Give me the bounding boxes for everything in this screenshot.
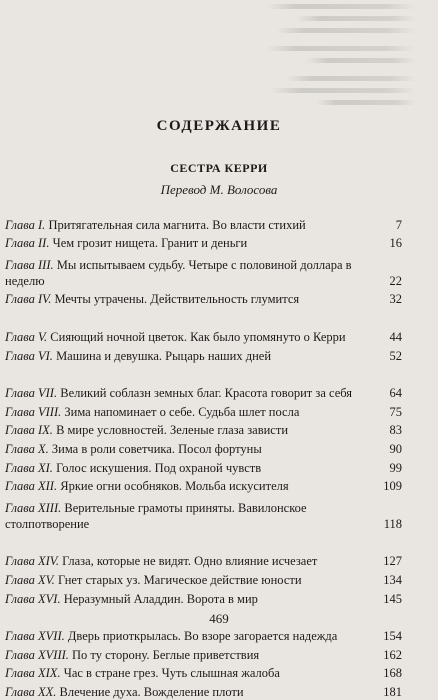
toc-entry xyxy=(5,457,402,476)
chapter-page: 44 xyxy=(389,329,402,344)
chapter-page: 83 xyxy=(389,423,402,438)
toc-entry xyxy=(5,569,402,588)
toc-entry xyxy=(5,233,402,252)
chapter-page: 22 xyxy=(389,273,402,288)
chapter-label: Глава II. xyxy=(5,236,50,251)
chapter-page: 99 xyxy=(389,460,402,475)
chapter-title: Мечты утрачены. Действительность глумится xyxy=(54,292,300,307)
chapter-title: Дверь приоткрылась. Во взоре загорается надежда xyxy=(67,628,338,643)
toc-entry xyxy=(5,289,402,308)
chapter-label: Глава VII. xyxy=(5,385,58,400)
toc-entry xyxy=(5,663,402,682)
chapter-title: По ту сторону. Беглые приветствия xyxy=(72,647,260,662)
chapter-title: Голос искушения. Под охраной чувств xyxy=(56,460,262,475)
chapter-page: 16 xyxy=(389,236,402,251)
chapter-label: Глава XIX. xyxy=(5,666,61,681)
chapter-label: Глава VIII. xyxy=(5,404,62,419)
chapter-title: Мы испытываем судьбу. Четыре с половиной доллара в неделю xyxy=(5,257,352,288)
chapter-title: Притягательная сила магнита. Во власти стихий xyxy=(48,217,306,232)
chapter-page: 32 xyxy=(389,292,402,307)
chapter-label: Глава IV. xyxy=(5,292,52,307)
section-title: СЕСТРА КЕРРИ xyxy=(170,161,268,175)
chapter-page: 154 xyxy=(383,628,402,643)
chapter-title: Влечение духа. Вожделение плоти xyxy=(59,684,244,699)
chapter-page: 109 xyxy=(383,479,402,494)
chapter-label: Глава I. xyxy=(5,217,46,232)
chapter-title: Яркие огни особняков. Мольба искусителя xyxy=(60,479,289,494)
toc-entry xyxy=(5,401,402,420)
chapter-label: Глава V. xyxy=(5,329,48,344)
toc-entry xyxy=(5,345,402,364)
chapter-title: Час в стране грез. Чуть слышная жалоба xyxy=(63,666,280,681)
chapter-page: 75 xyxy=(389,404,402,419)
chapter-title: Сияющий ночной цветок. Как было упомянуто о Керри xyxy=(50,329,346,344)
chapter-label: Глава X. xyxy=(5,441,49,456)
toc-entry xyxy=(5,681,402,700)
chapter-label: Глава VI. xyxy=(5,348,53,363)
chapter-title: Зима в роли советчика. Посол фортуны xyxy=(51,441,262,456)
chapter-page: 181 xyxy=(383,684,402,699)
toc-entry xyxy=(5,307,402,344)
toc-entry xyxy=(5,532,402,569)
chapter-title: Гнет старых уз. Магическое действие юности xyxy=(57,572,302,587)
chapter-page: 90 xyxy=(389,441,402,456)
chapter-label: Глава IX. xyxy=(5,423,53,438)
chapter-title: Великий соблазн земных благ. Красота говорит за себя xyxy=(60,385,353,400)
chapter-label: Глава XIII. xyxy=(5,500,62,515)
toc-entry xyxy=(5,644,402,663)
page-title: СОДЕРЖАНИЕ xyxy=(156,118,282,134)
translator-credit: Перевод М. Волосова xyxy=(160,182,278,197)
chapter-label: Глава XII. xyxy=(5,479,58,494)
toc-entry xyxy=(5,476,402,495)
chapter-page: 127 xyxy=(383,554,402,569)
chapter-title: Верительные грамоты приняты. Вавилонское столпотворение xyxy=(5,500,307,531)
chapter-page: 118 xyxy=(383,516,402,531)
chapter-label: Глава XVII. xyxy=(5,628,65,643)
chapter-title: Чем грозит нищета. Гранит и деньги xyxy=(52,236,248,251)
toc-entry xyxy=(5,438,402,457)
chapter-label: Глава XVI. xyxy=(5,591,61,606)
chapter-label: Глава III. xyxy=(5,257,54,272)
toc-entry xyxy=(5,494,402,531)
table-of-contents xyxy=(5,214,402,700)
chapter-label: Глава XIV. xyxy=(5,554,59,569)
chapter-page: 162 xyxy=(383,647,402,662)
toc-entry xyxy=(5,588,402,607)
chapter-title: Зима напоминает о себе. Судьба шлет посла xyxy=(64,404,300,419)
chapter-page: 64 xyxy=(389,385,402,400)
toc-entry xyxy=(5,420,402,439)
page-number: 469 xyxy=(209,611,229,626)
chapter-label: Глава XI. xyxy=(5,460,53,475)
toc-entry xyxy=(5,251,402,288)
chapter-title: В мире условностей. Зеленые глаза зависти xyxy=(56,423,289,438)
chapter-page: 145 xyxy=(383,591,402,606)
chapter-page: 7 xyxy=(395,217,402,232)
toc-entry xyxy=(5,364,402,401)
chapter-label: Глава XV. xyxy=(5,572,55,587)
chapter-page: 134 xyxy=(383,572,402,587)
chapter-label: Глава XVIII. xyxy=(5,647,69,662)
chapter-title: Неразумный Аладдин. Ворота в мир xyxy=(63,591,258,606)
chapter-page: 168 xyxy=(383,666,402,681)
chapter-title: Машина и девушка. Рыцарь наших дней xyxy=(56,348,272,363)
chapter-label: Глава XX. xyxy=(5,684,57,699)
chapter-page: 52 xyxy=(389,348,402,363)
chapter-title: Глаза, которые не видят. Одно влияние исчезает xyxy=(62,554,318,569)
toc-entry xyxy=(5,214,402,233)
